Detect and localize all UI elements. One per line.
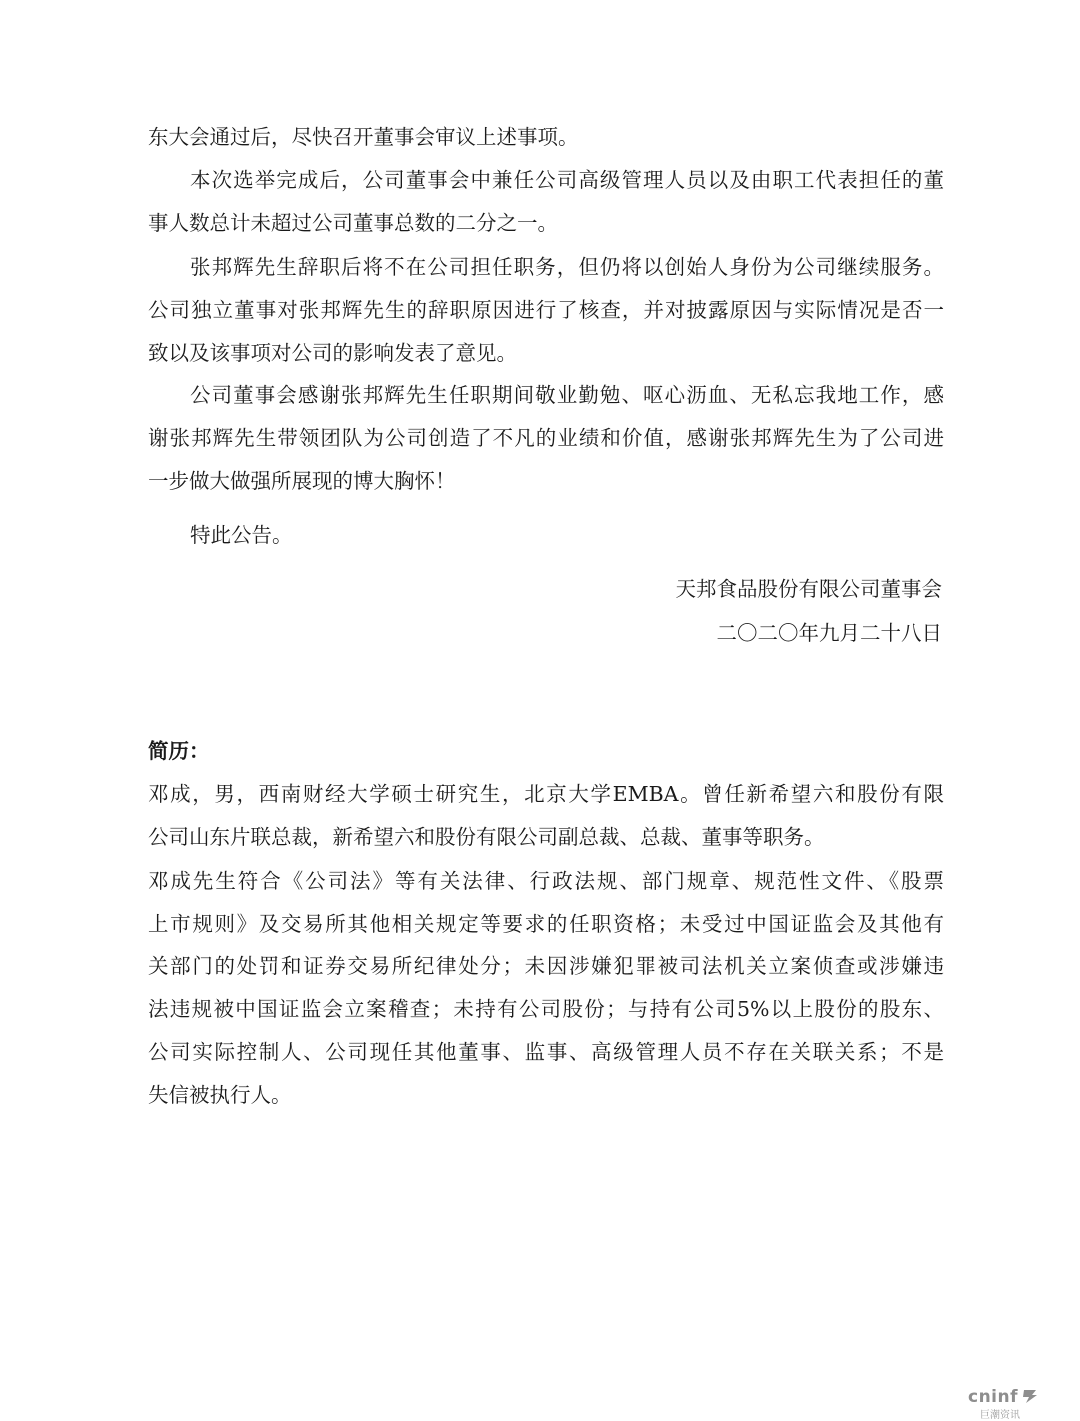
paragraph-line: 东大会通过后，尽快召开董事会审议上述事项。 (148, 125, 579, 149)
paragraph-line: 事人数总计未超过公司董事总数的二分之一。 (148, 211, 558, 235)
signature-date: 二〇二〇年九月二十八日 (716, 621, 942, 645)
paragraph-line: 法违规被中国证监会立案稽查；未持有公司股份；与持有公司5%以上股份的股东、 (148, 997, 944, 1021)
paragraph-line: 张邦辉先生辞职后将不在公司担任职务，但仍将以创始人身份为公司继续服务。 (190, 255, 944, 279)
paragraph-line: 关部门的处罚和证券交易所纪律处分；未因涉嫌犯罪被司法机关立案侦查或涉嫌违 (148, 954, 944, 978)
cninf-logo (968, 1385, 1078, 1421)
paragraph-line: 一步做大做强所展现的博大胸怀！ (148, 469, 456, 493)
paragraph-line: 公司实际控制人、公司现任其他董事、监事、高级管理人员不存在关联关系；不是 (148, 1040, 944, 1064)
paragraph-line: 谢张邦辉先生带领团队为公司创造了不凡的业绩和价值，感谢张邦辉先生为了公司进 (148, 426, 944, 450)
signature-company: 天邦食品股份有限公司董事会 (675, 577, 942, 601)
paragraph-line: 本次选举完成后，公司董事会中兼任公司高级管理人员以及由职工代表担任的董 (190, 168, 944, 192)
paragraph-line: 公司山东片联总裁，新希望六和股份有限公司副总裁、总裁、董事等职务。 (148, 825, 825, 849)
paragraph-line: 公司董事会感谢张邦辉先生任职期间敬业勤勉、呕心沥血、无私忘我地工作，感 (190, 383, 944, 407)
logo-subtext: 巨潮资讯 (980, 1410, 1020, 1421)
paragraph-line: 上市规则》及交易所其他相关规定等要求的任职资格；未受过中国证监会及其他有 (148, 912, 944, 936)
logo-text: cninf (968, 1387, 1019, 1407)
paragraph-line: 公司独立董事对张邦辉先生的辞职原因进行了核查，并对披露原因与实际情况是否一 (148, 298, 944, 322)
document-page (148, 0, 944, 1415)
paragraph-line: 致以及该事项对公司的影响发表了意见。 (148, 341, 517, 365)
cninf-mark-icon (1020, 1387, 1040, 1405)
paragraph-line: 失信被执行人。 (148, 1083, 292, 1107)
paragraph-line: 邓成，男，西南财经大学硕士研究生，北京大学EMBA。曾任新希望六和股份有限 (148, 782, 944, 806)
resume-heading: 简历： (148, 739, 210, 763)
closing-text: 特此公告。 (190, 523, 293, 547)
paragraph-line: 邓成先生符合《公司法》等有关法律、行政法规、部门规章、规范性文件、《股票 (148, 869, 944, 893)
